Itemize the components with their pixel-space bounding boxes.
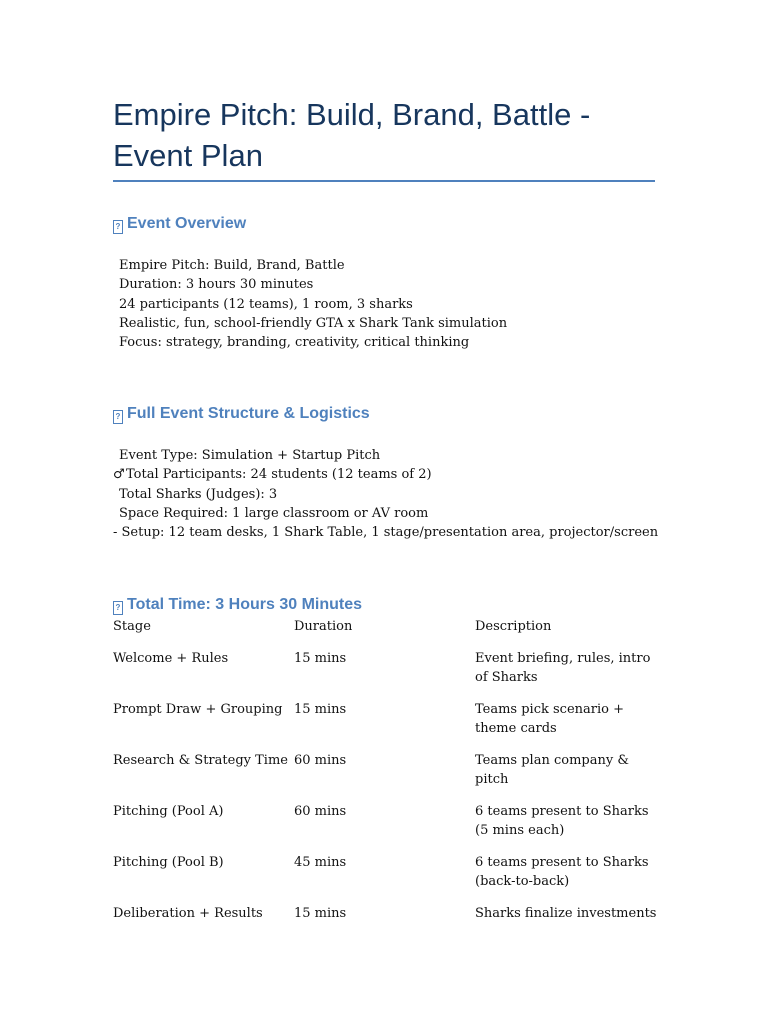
stage-cell: Pitching (Pool A) <box>113 804 224 819</box>
description-cell: Teams plan company & pitch <box>475 753 629 787</box>
overview-line: Duration: 3 hours 30 minutes <box>119 277 314 293</box>
list-item <box>113 465 658 484</box>
duration-cell: 15 mins <box>294 702 347 717</box>
duration-cell: 15 mins <box>294 651 347 666</box>
description-cell: Teams pick scenario + theme cards <box>475 702 624 736</box>
list-item <box>113 275 507 294</box>
section-heading-time <box>113 595 362 615</box>
overview-line: Realistic, fun, school-friendly GTA x Shark Tank simulation <box>119 315 508 331</box>
list-item <box>113 295 507 314</box>
duration-cell: 60 mins <box>294 804 347 819</box>
section-heading-structure <box>113 404 370 424</box>
stage-cell: Deliberation + Results <box>113 906 263 921</box>
table-row <box>113 853 658 904</box>
table-row <box>113 751 658 802</box>
description-cell: 6 teams present to Sharks (back-to-back) <box>475 855 649 889</box>
stage-cell: Research & Strategy Time <box>113 753 288 768</box>
page-title: Empire Pitch: Build, Brand, Battle - Event Plan <box>113 97 591 173</box>
description-cell: Sharks finalize investments <box>475 906 657 921</box>
table-header-row <box>113 617 658 649</box>
column-header-stage: Stage <box>113 619 151 634</box>
title-underline <box>113 180 655 182</box>
duration-cell: 45 mins <box>294 855 347 870</box>
structure-line: Space Required: 1 large classroom or AV room <box>119 505 429 521</box>
list-item <box>113 504 658 523</box>
table-row <box>113 700 658 751</box>
stage-cell: Welcome + Rules <box>113 651 229 666</box>
list-item <box>113 333 507 352</box>
table-row <box>113 649 658 700</box>
structure-line: Total Participants: 24 students (12 teams of 2) <box>126 467 432 483</box>
structure-heading-text: Full Event Structure & Logistics <box>127 405 370 422</box>
overview-line: Focus: strategy, branding, creativity, critical thinking <box>119 335 470 351</box>
list-item <box>113 485 658 504</box>
missing-emoji-box-icon: ? <box>113 601 123 615</box>
list-item <box>113 256 507 275</box>
structure-line: Total Sharks (Judges): 3 <box>119 486 278 502</box>
table-row <box>113 802 658 853</box>
duration-cell: 60 mins <box>294 753 347 768</box>
overview-heading-text: Event Overview <box>127 215 247 232</box>
list-item <box>113 314 507 333</box>
overview-list <box>113 256 507 352</box>
column-header-duration: Duration <box>294 619 353 634</box>
structure-line: - Setup: 12 team desks, 1 Shark Table, 1 stage/presentation area, projector/screen <box>113 525 659 541</box>
list-item <box>113 446 658 465</box>
time-heading-text: Total Time: 3 Hours 30 Minutes <box>127 596 363 613</box>
male-sign-icon: ♂ <box>113 467 125 483</box>
missing-emoji-box-icon: ? <box>113 410 123 424</box>
description-cell: Event briefing, rules, intro of Sharks <box>475 651 651 685</box>
overview-line: 24 participants (12 teams), 1 room, 3 sharks <box>119 296 413 312</box>
stage-cell: Pitching (Pool B) <box>113 855 224 870</box>
description-cell: 6 teams present to Sharks (5 mins each) <box>475 804 649 838</box>
duration-cell: 15 mins <box>294 906 347 921</box>
section-heading-overview <box>113 214 246 234</box>
stage-cell: Prompt Draw + Grouping <box>113 702 283 717</box>
structure-list <box>113 446 658 542</box>
schedule-table <box>113 617 658 936</box>
table-row <box>113 904 658 936</box>
missing-emoji-box-icon: ? <box>113 220 123 234</box>
column-header-description: Description <box>475 619 552 634</box>
overview-line: Empire Pitch: Build, Brand, Battle <box>119 258 345 273</box>
structure-line: Event Type: Simulation + Startup Pitch <box>119 448 381 463</box>
list-item <box>113 523 658 542</box>
